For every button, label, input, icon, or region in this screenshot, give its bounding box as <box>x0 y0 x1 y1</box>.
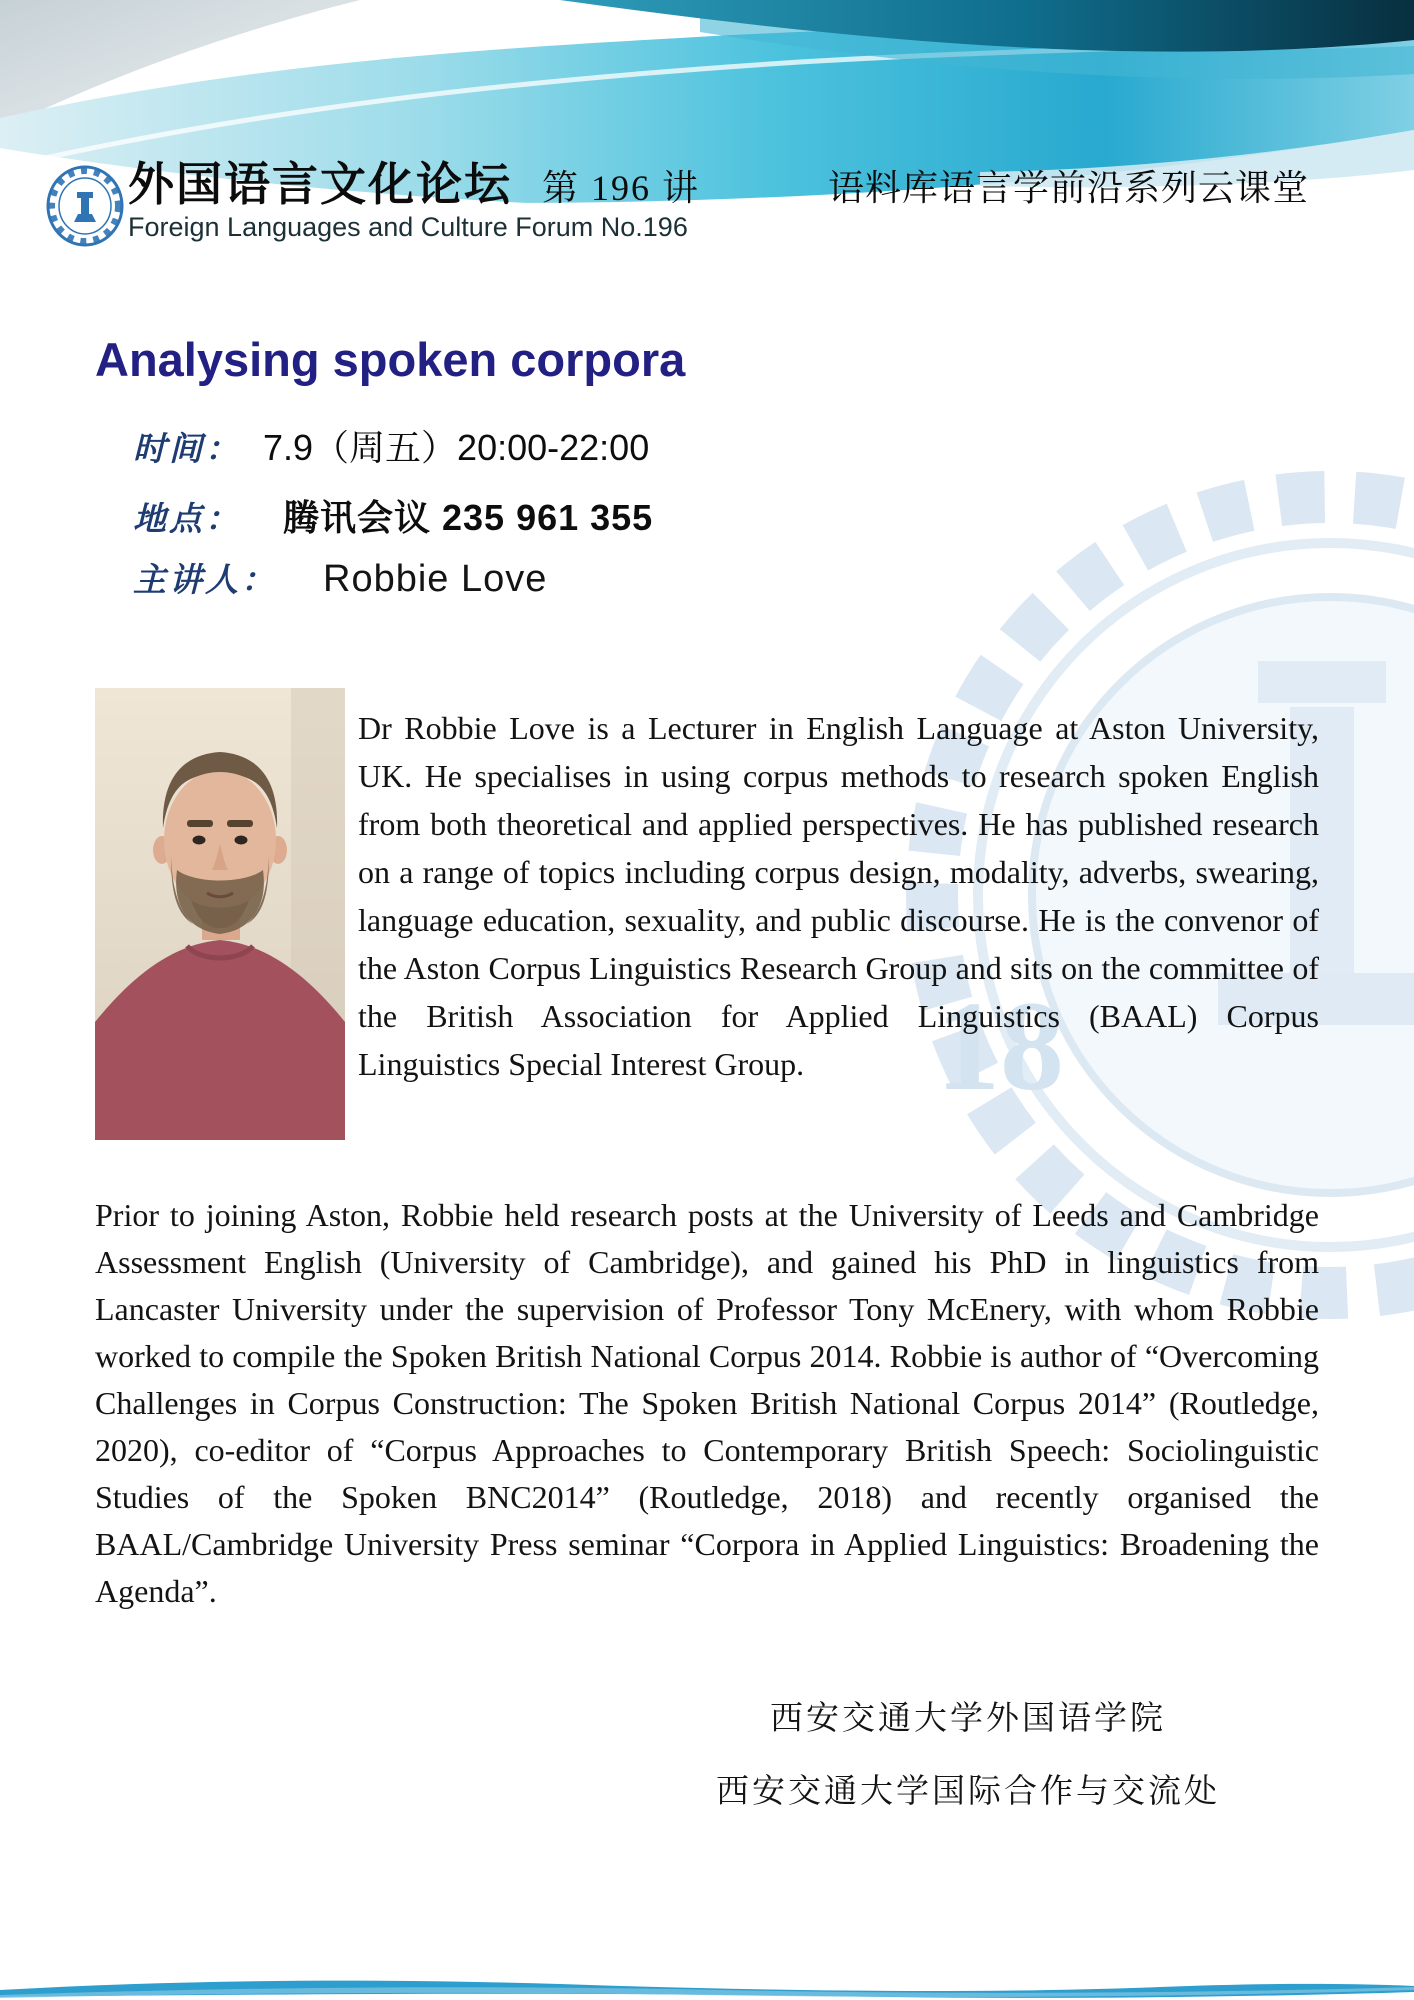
time-value: 7.9（周五）20:00-22:00 <box>263 427 650 468</box>
forum-title-zh: 外国语言文化论坛 <box>128 159 512 210</box>
organizer-line-1: 西安交通大学外国语学院 <box>770 1701 1166 1737</box>
event-speaker-row <box>133 554 547 601</box>
series-title-zh: 语料库语言学前沿系列云课堂 <box>828 168 1310 208</box>
speaker-photo <box>95 688 345 1140</box>
location-value: 腾讯会议 235 961 355 <box>283 497 654 538</box>
organizer-footer <box>618 1692 1318 1812</box>
location-label: 地点： <box>133 502 241 538</box>
header-titles <box>128 148 1309 214</box>
time-label: 时间： <box>133 432 241 468</box>
svg-text:18: 18 <box>936 975 1064 1117</box>
university-logo <box>45 164 125 248</box>
footer-wave-decoration <box>0 1974 1414 2000</box>
organizer-line-2: 西安交通大学国际合作与交流处 <box>716 1774 1220 1810</box>
speaker-label: 主讲人： <box>133 563 277 599</box>
speaker-bio-paragraph: Dr Robbie Love is a Lecturer in English Language at Aston University, UK. He specialises in using corpus methods to research spoken English from both theoretical and applied perspectives. He has published research on a range of topics including corpus design, modality, adverbs, swearing, language education, sexuality, and public discourse. He is the convenor of the Aston Corpus Linguistics Research Group and sits on the committee of the British Association for Applied Linguistics (BAAL) Corpus Linguistics Special Interest Group. <box>358 710 1319 1082</box>
event-location-row <box>133 490 653 541</box>
lecture-title: Analysing spoken corpora <box>95 333 686 386</box>
forum-subtitle-en: Foreign Languages and Culture Forum No.196 <box>128 212 688 242</box>
forum-number-zh: 第 196 讲 <box>542 168 701 208</box>
speaker-career-paragraph: Prior to joining Aston, Robbie held research posts at the University of Leeds and Cambridge Assessment English (University of Cambridge), and gained his PhD in linguistics from Lancaster University under the supervision of Professor Tony McEnery, with whom Robbie worked to compile the Spoken British National Corpus 2014. Robbie is author of “Overcoming Challenges in Corpus Construction: The Spoken British National Corpus 2014” (Routledge, 2020), co-editor of “Corpus Approaches to Contemporary British Speech: Sociolinguistic Studies of the Spoken BNC2014” (Routledge, 2018) and recently organised the BAAL/Cambridge University Press seminar “Corpora in Applied Linguistics: Broadening the Agenda”. <box>95 1197 1319 1609</box>
event-time-row <box>133 420 649 471</box>
speaker-value: Robbie Love <box>323 558 548 600</box>
